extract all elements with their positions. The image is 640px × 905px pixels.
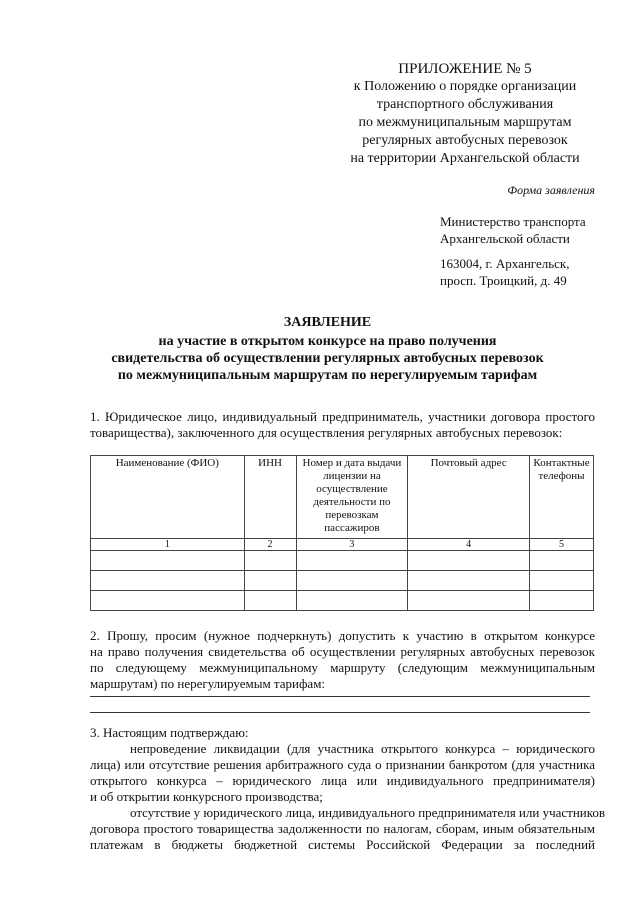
table-cell[interactable] (408, 571, 530, 591)
table-row (91, 591, 594, 611)
table-header-cell: ИНН (244, 456, 296, 539)
table-cell[interactable] (244, 551, 296, 571)
table-header-cell: Почтовый адрес (408, 456, 530, 539)
section-2-line: по следующему межмуниципальному маршруту (следующим межмуниципальным (90, 660, 595, 675)
appendix-line: транспортного обслуживания (376, 97, 554, 112)
section-3-item-2-line: платежам в бюджеты бюджетной системы Российской Федерации за последний (90, 837, 595, 852)
recipient-address-line: просп. Троицкий, д. 49 (440, 273, 567, 288)
document-title (60, 314, 595, 384)
table-cell[interactable] (91, 571, 245, 591)
table-cell[interactable] (244, 571, 296, 591)
section-3-item-1-line: непроведение ликвидации (для участника открытого конкурса – юридического (130, 741, 595, 756)
table-header-cell: Номер и дата выдачи лицензии на осуществление деятельности по перевозкам пассажиров (296, 456, 408, 539)
table-header-row (91, 456, 594, 539)
table-cell[interactable] (529, 551, 593, 571)
table-number-cell: 2 (244, 539, 296, 551)
title-line: по межмуниципальным маршрутам по нерегулируемым тарифам (117, 368, 538, 383)
appendix-line: регулярных автобусных перевозок (362, 133, 568, 148)
section-3-item-1-line: открытого конкурса – юридического лица или индивидуального предпринимателя) (90, 773, 595, 788)
route-fill-line[interactable] (90, 712, 590, 713)
appendix-line: к Положению о порядке организации (353, 79, 577, 94)
appendix-heading: ПРИЛОЖЕНИЕ № 5 (398, 61, 532, 77)
applicants-table (90, 455, 594, 611)
table-cell[interactable] (408, 591, 530, 611)
section-3-item-2-line: договора простого товарищества задолженности по налогам, сборам, иным обязательным (90, 821, 595, 836)
form-note: Форма заявления (507, 183, 595, 197)
section-3-heading: 3. Настоящим подтверждаю: (90, 725, 249, 740)
appendix-header (330, 60, 600, 168)
table-cell[interactable] (529, 571, 593, 591)
section-1 (90, 409, 595, 441)
section-3-item-2-line: отсутствие у юридического лица, индивидуального предпринимателя или участников (130, 805, 606, 820)
table-cell[interactable] (91, 591, 245, 611)
table-number-cell: 5 (529, 539, 593, 551)
section-2 (90, 628, 595, 692)
table-number-row (91, 539, 594, 551)
table-number-cell: 3 (296, 539, 408, 551)
section-2-line: 2. Прошу, просим (нужное подчеркнуть) допустить к участию в открытом конкурсе (90, 628, 595, 643)
table-number-cell: 1 (91, 539, 245, 551)
table-cell[interactable] (529, 591, 593, 611)
recipient-org-line: Министерство транспорта (440, 214, 586, 229)
section-2-line: на право получения свидетельства об осуществлении регулярных автобусных перевозок (90, 644, 595, 659)
section-3-item-1-line: и об открытии конкурсного производства; (90, 789, 323, 804)
title-line: свидетельства об осуществлении регулярных автобусных перевозок (111, 351, 544, 366)
table-cell[interactable] (91, 551, 245, 571)
section-3 (90, 725, 606, 853)
section-1-line: 1. Юридическое лицо, индивидуальный предприниматель, участники договора простого (90, 409, 595, 424)
appendix-line: по межмуниципальным маршрутам (358, 115, 572, 130)
section-1-line: товарищества), заключенного для осуществления регулярных автобусных перевозок: (90, 425, 563, 440)
section-3-item-1-line: лица) или отсутствие решения арбитражного суда о признании банкротом (для участника (90, 757, 595, 772)
appendix-line: на территории Архангельской области (350, 151, 580, 166)
table-row (91, 551, 594, 571)
recipient-block (440, 213, 586, 289)
title-line: на участие в открытом конкурсе на право получения (158, 334, 497, 349)
route-fill-line[interactable] (90, 696, 590, 697)
table-number-cell: 4 (408, 539, 530, 551)
recipient-address-line: 163004, г. Архангельск, (440, 256, 570, 271)
table-cell[interactable] (296, 551, 408, 571)
table-cell[interactable] (244, 591, 296, 611)
table-cell[interactable] (296, 571, 408, 591)
table-row (91, 571, 594, 591)
section-2-line: маршрутам) по нерегулируемым тарифам: (90, 676, 326, 691)
recipient-org-line: Архангельской области (440, 231, 570, 246)
table-header-cell: Наименование (ФИО) (91, 456, 245, 539)
table-cell[interactable] (408, 551, 530, 571)
table-header-cell: Контактные телефоны (529, 456, 593, 539)
table-cell[interactable] (296, 591, 408, 611)
title-main: ЗАЯВЛЕНИЕ (283, 315, 372, 330)
